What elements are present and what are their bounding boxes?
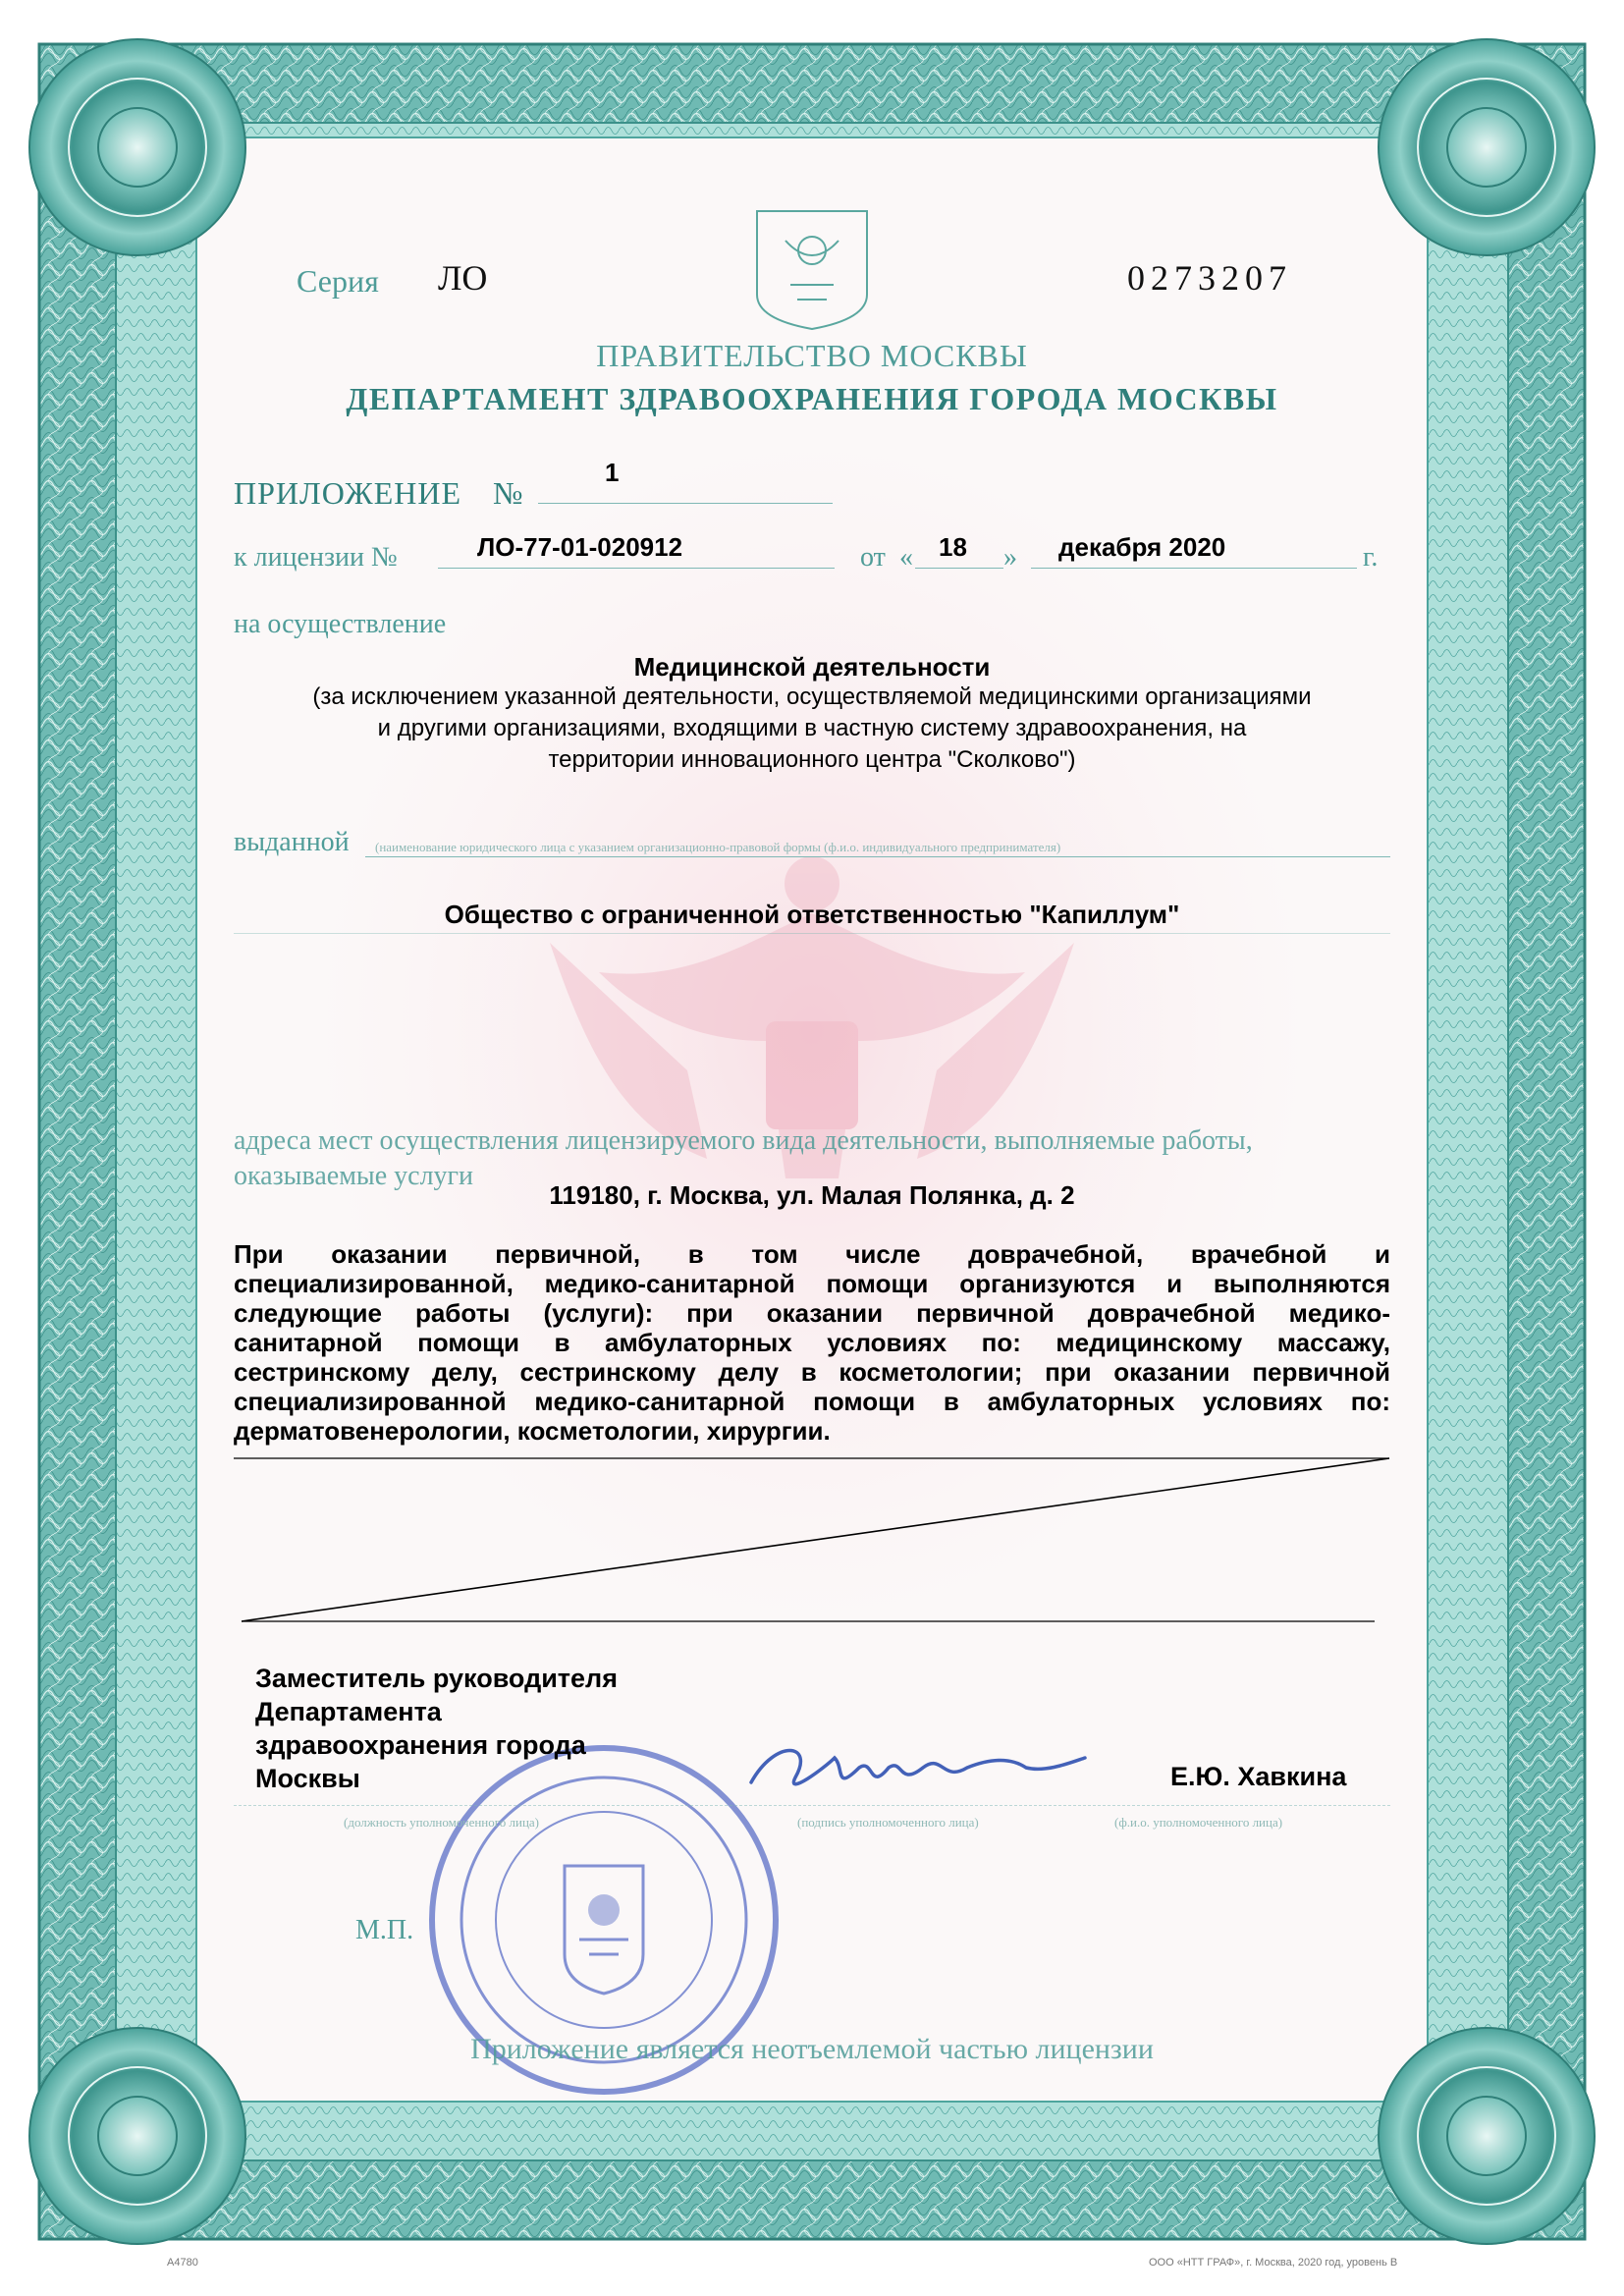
government-title: ПРАВИТЕЛЬСТВО МОСКВЫ (596, 338, 1028, 373)
series-label: Серия (297, 263, 379, 299)
organization-line (234, 933, 1390, 934)
appendix-number-line (538, 503, 833, 504)
license-label: к лицензии № (234, 542, 398, 573)
day-line (915, 568, 1003, 569)
corner-rosette-tr (1379, 39, 1595, 255)
caption-name: (ф.и.о. уполномоченного лица) (1114, 1815, 1283, 1830)
address-value: 119180, г. Москва, ул. Малая Полянка, д. 2 (549, 1180, 1075, 1210)
license-number-line (438, 568, 835, 569)
services-description (234, 1239, 1390, 1446)
position-line: Москвы (255, 1764, 360, 1793)
footer-note: Приложение является неотъемлемой частью лицензии (470, 2033, 1154, 2065)
footer-left-code: А4780 (167, 2257, 198, 2269)
license-number: ЛО-77-01-020912 (477, 532, 683, 562)
license-day: 18 (939, 532, 967, 562)
activity-title: Медицинской деятельности (633, 652, 991, 682)
activity-label: на осуществление (234, 609, 447, 639)
month-line (1031, 568, 1357, 569)
department-title: ДЕПАРТАМЕНТ ЗДРАВООХРАНЕНИЯ ГОРОДА МОСКВЫ (346, 381, 1278, 416)
services-line: специализированной, медико-санитарной помощи организуются и выполняются (234, 1269, 1390, 1298)
caption-position: (должность уполномоченного лица) (344, 1815, 540, 1830)
series-value: ЛО (438, 258, 488, 298)
services-line: сестринскому делу, сестринскому делу в косметологии; при оказании первичной (234, 1357, 1390, 1387)
activity-note-line1: (за исключением указанной деятельности, осуществляемой медицинскими организациями (312, 683, 1312, 710)
appendix-label: ПРИЛОЖЕНИЕ (234, 475, 462, 511)
services-line: специализированной медико-санитарной помощи в амбулаторных условиях по: (234, 1387, 1390, 1416)
activity-note-line3: территории инновационного центра "Сколково") (548, 746, 1076, 773)
signature-line (234, 1805, 1390, 1806)
services-line: следующие работы (услуги): при оказании первичной доврачебной медико- (234, 1298, 1390, 1328)
position-line: Департамента (255, 1697, 442, 1726)
quote-open: « (899, 542, 913, 573)
addresses-label-line1: адреса мест осуществления лицензируемого вида деятельности, выполняемые работы, (234, 1125, 1253, 1156)
appendix-number: 1 (605, 458, 620, 487)
signatory-position (255, 1662, 618, 1795)
quote-close: » (1003, 542, 1017, 573)
activity-note-line2: и другими организациями, входящими в частную систему здравоохранения, на (377, 715, 1247, 741)
caption-signature: (подпись уполномоченного лица) (797, 1815, 979, 1830)
appendix-number-sign: № (493, 475, 523, 511)
position-line: Заместитель руководителя (255, 1664, 618, 1693)
signatory-name: Е.Ю. Хавкина (1170, 1762, 1347, 1791)
addresses-label-line2: оказываемые услуги (234, 1161, 474, 1191)
form-number: 0273207 (1127, 258, 1292, 298)
services-line: дерматовенерологии, косметологии, хирургии. (234, 1416, 831, 1446)
license-month-year: декабря 2020 (1058, 532, 1226, 562)
issued-label: выданной (234, 827, 350, 857)
license-from-label: от (860, 542, 886, 573)
year-suffix: г. (1363, 542, 1379, 573)
corner-rosette-tl (29, 39, 245, 255)
footer-printer: ООО «НТТ ГРАФ», г. Москва, 2020 год, уровень В (1149, 2257, 1398, 2269)
organization-name: Общество с ограниченной ответственностью "Капиллум" (444, 900, 1180, 929)
services-line: санитарной помощи в амбулаторных условиях по: медицинскому массажу, (234, 1328, 1390, 1357)
position-line: здравоохранения города (255, 1730, 586, 1760)
services-line: При оказании первичной, в том числе доврачебной, врачебной и (234, 1239, 1390, 1269)
issued-line (365, 856, 1390, 857)
stamp-label: М.П. (355, 1915, 414, 1945)
issued-hint: (наименование юридического лица с указанием организационно-правовой формы (ф.и.о. индивидуального предпринимателя) (375, 840, 1061, 854)
